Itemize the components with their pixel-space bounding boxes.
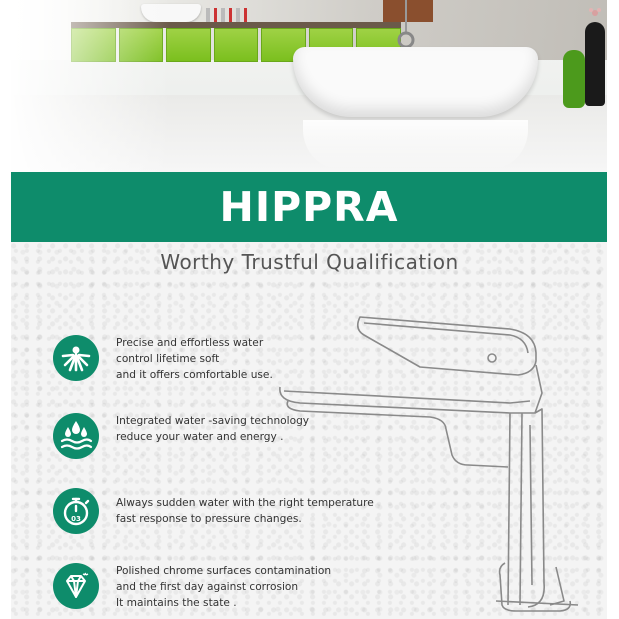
black-vase [585, 22, 605, 106]
feature-item [53, 413, 309, 459]
brand-band [11, 172, 607, 242]
shower-spray-icon [53, 335, 99, 381]
feature-text: Polished chrome surfaces contamination and the first day against corrosion It maintains the state . [116, 565, 332, 609]
feature-item [53, 563, 331, 611]
feature-text: Always sudden water with the right temperature fast response to pressure changes. [116, 497, 374, 525]
green-vase [563, 50, 585, 108]
diamond-icon [53, 563, 99, 609]
svg-text:03: 03 [71, 515, 81, 523]
water-drops-icon [53, 413, 99, 459]
tagline: Worthy Trustful Qualification [160, 250, 459, 274]
feature-item [53, 488, 374, 534]
bathtub [293, 47, 538, 117]
feature-text: Precise and effortless water control lifetime soft and it offers comfortable use. [116, 337, 273, 381]
feature-text: Integrated water -saving technology reduce your water and energy . [116, 415, 310, 443]
brand-title: HIPPRA [219, 183, 399, 231]
flower-icon [588, 6, 602, 20]
wall-faucet [397, 0, 415, 50]
feature-item [53, 335, 273, 383]
stopwatch-icon [53, 488, 99, 534]
bathroom-hero-photo [11, 0, 607, 172]
